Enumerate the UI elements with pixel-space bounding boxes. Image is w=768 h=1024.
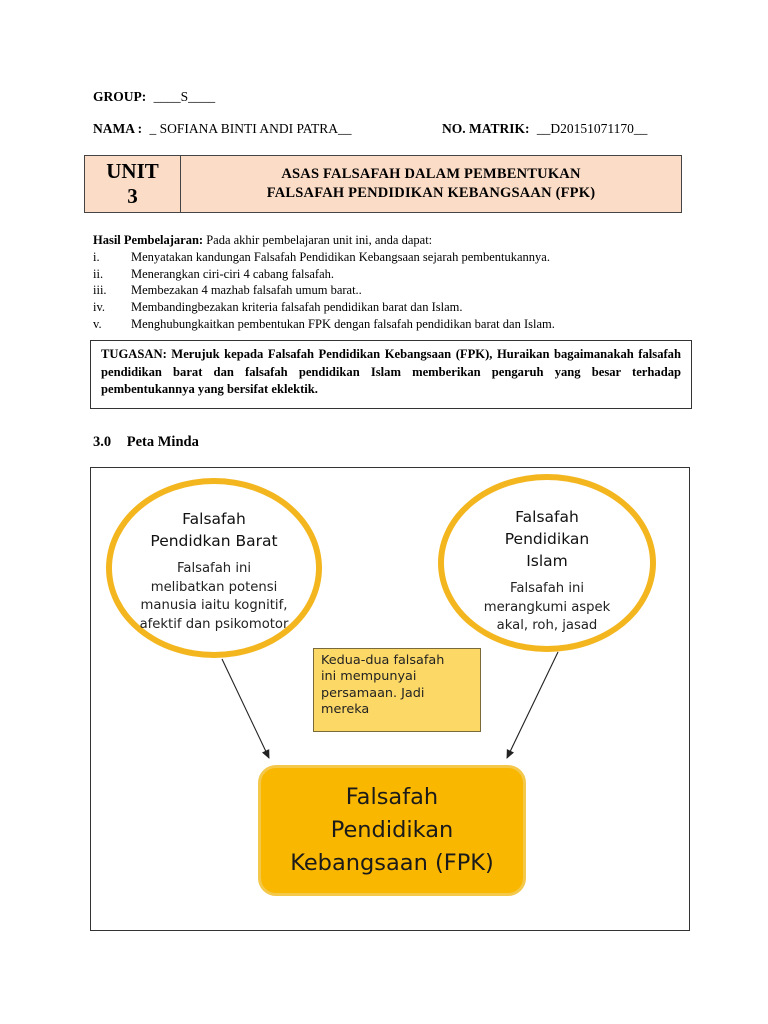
group-line — [93, 89, 215, 105]
list-item — [93, 249, 693, 266]
group-value: ____S____ — [153, 89, 216, 104]
list-item-text: Menerangkan ciri-ciri 4 cabang falsafah. — [131, 266, 335, 281]
note-line: ini mempunyai — [321, 669, 417, 685]
list-item — [93, 316, 693, 333]
outcomes-intro-line — [93, 232, 693, 249]
unit-label: UNIT — [106, 159, 159, 183]
unit-title-line1: ASAS FALSAFAH DALAM PEMBENTUKAN — [281, 166, 581, 182]
barat-body-line: manusia iaitu kognitif, — [140, 598, 288, 613]
matrik-label: NO. MATRIK: — [442, 121, 530, 136]
barat-title-line2: Pendidkan Barat — [150, 532, 278, 550]
list-item-text: Membezakan 4 mazhab falsafah umum barat.. — [131, 283, 362, 298]
matrik-value: __D20151071170__ — [536, 121, 648, 136]
list-item — [93, 266, 693, 283]
islam-body-line: Falsafah ini — [509, 581, 585, 596]
islam-title-line2: Pendidikan — [504, 530, 590, 548]
main-line: Falsafah — [345, 784, 439, 810]
unit-number: 3 — [127, 184, 138, 208]
ellipse-falsafah-barat — [106, 478, 322, 658]
list-item-text: Menghubungkaitkan pembentukan FPK dengan falsafah pendidikan barat dan Islam. — [131, 316, 555, 331]
islam-body-line: merangkumi aspek — [483, 599, 611, 615]
ellipse-falsafah-islam — [438, 474, 656, 652]
list-item-text: Menyatakan kandungan Falsafah Pendidikan Kebangsaan sejarah pembentukannya. — [131, 249, 550, 264]
outcomes-label: Hasil Pembelajaran: — [93, 233, 204, 247]
list-item — [93, 299, 693, 316]
name-line — [93, 121, 352, 137]
note-box — [313, 648, 481, 732]
list-item-number: ii. — [93, 266, 104, 281]
list-item-number: iii. — [93, 283, 107, 298]
group-label: GROUP: — [93, 89, 147, 104]
name-value: _ SOFIANA BINTI ANDI PATRA__ — [149, 121, 352, 136]
unit-number-cell — [85, 156, 181, 212]
learning-outcomes — [93, 232, 693, 333]
section-title — [93, 434, 199, 451]
task-text: TUGASAN: Merujuk kepada Falsafah Pendidikan Kebangsaan (FPK), Huraikan bagaimanakah falsafah pendidikan barat dan falsafah pendidikan Islam memberikan pengaruh yang besar terhadap pembentukannya yang bersifat eklektik. — [101, 347, 681, 397]
section-number: 3.0 — [93, 434, 112, 450]
task-box — [90, 340, 692, 409]
main-line: Kebangsaan (FPK) — [290, 850, 494, 876]
note-line: persamaan. Jadi — [321, 685, 425, 701]
unit-title — [181, 156, 681, 212]
islam-title-line1: Falsafah — [515, 508, 579, 526]
list-item — [93, 282, 693, 299]
barat-body-line: melibatkan potensi — [150, 579, 278, 595]
section-title-text: Peta Minda — [126, 434, 199, 450]
note-line: mereka — [321, 702, 370, 718]
main-fpk-box — [258, 765, 526, 896]
islam-body-line: akal, roh, jasad — [496, 618, 598, 633]
list-item-text: Membandingbezakan kriteria falsafah pendidikan barat dan Islam. — [131, 300, 463, 315]
unit-box — [84, 155, 682, 213]
outcomes-intro: Pada akhir pembelajaran unit ini, anda dapat: — [203, 233, 433, 247]
barat-body-line: Falsafah ini — [176, 561, 252, 576]
name-label: NAMA : — [93, 121, 143, 136]
list-item-number: iv. — [93, 300, 106, 315]
note-line: Kedua-dua falsafah — [321, 653, 445, 668]
main-line: Pendidikan — [330, 817, 454, 843]
barat-title-line1: Falsafah — [182, 510, 246, 528]
list-item-number: i. — [93, 249, 100, 264]
unit-title-line2: FALSAFAH PENDIDIKAN KEBANGSAAN (FPK) — [266, 185, 596, 201]
barat-body-line: afektif dan psikomotor — [139, 616, 289, 632]
islam-title-line3: Islam — [526, 552, 568, 570]
list-item-number: v. — [93, 316, 102, 331]
matrik-line — [442, 121, 647, 137]
